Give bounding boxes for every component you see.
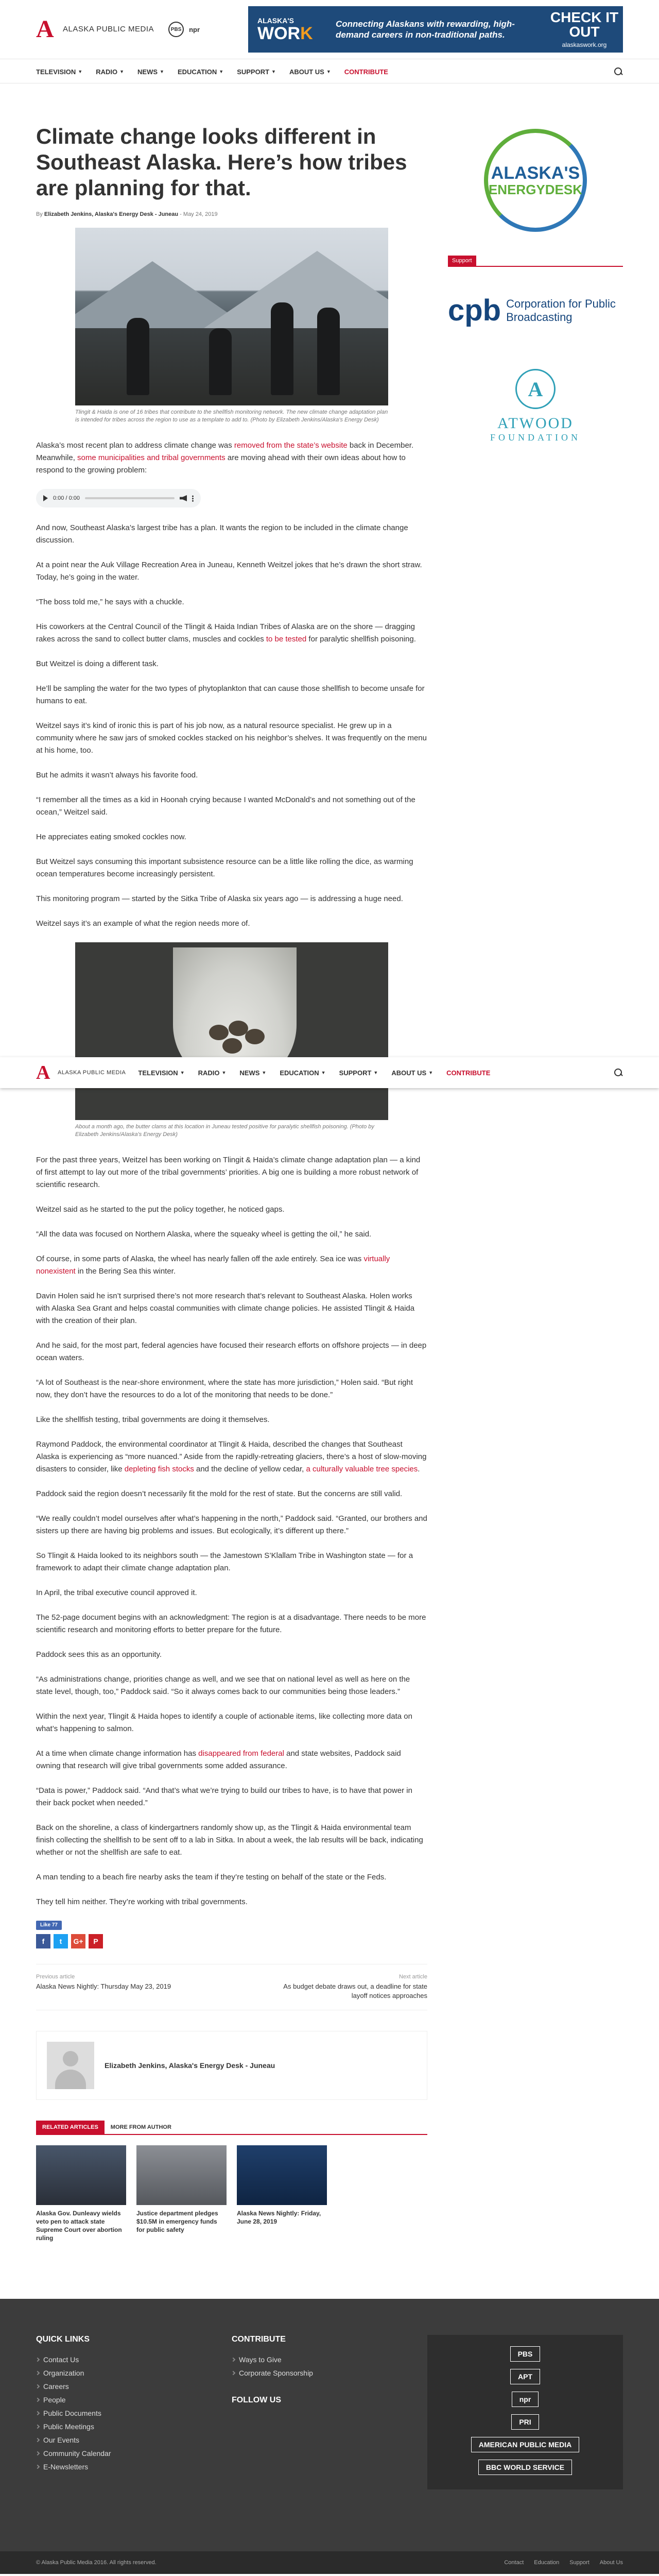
- cpb-logo[interactable]: cpb Corporation for Public Broadcasting: [448, 294, 616, 327]
- main-nav: [0, 59, 659, 83]
- sticky-logo-text: ALASKA PUBLIC MEDIA: [58, 1070, 126, 1076]
- next-article-link[interactable]: Next article As budget debate draws out, a deadline for state layoff notices approaches: [283, 1974, 427, 1999]
- follow-heading: FOLLOW US: [232, 2396, 281, 2404]
- sticky-nav-about-us[interactable]: ABOUT US ▼: [391, 1069, 433, 1077]
- second-figure: [75, 942, 388, 1139]
- avatar: [47, 2042, 94, 2089]
- paragraph: Weitzel said as he started to the put the policy together, he noticed gaps.: [36, 1205, 285, 1214]
- paragraph: So Tlingit & Haida looked to its neighbors south — the Jamestown S’Klallam Tribe in Washington state — for a framework to adapt their climate change adaptation plan.: [36, 1551, 413, 1572]
- paragraph: And he said, for the most part, federal agencies have focused their research efforts on offshore projects — in deep ocean waters.: [36, 1341, 427, 1362]
- paragraph: Paddock sees this as an opportunity.: [36, 1650, 162, 1659]
- chevron-down-icon: ▼: [271, 69, 276, 74]
- paragraph: Raymond Paddock, the environmental coordinator at Tlingit & Haida, described the changes that Southeast Alaska is experiencing as “more nuanced.” Aside from the rapidly-retreating glaciers, there’s a host of slow-moving disasters to consider, like depleting fish stocks and the decline of yellow cedar, a culturally valuable tree species.: [36, 1440, 427, 1473]
- paragraph: Alaska’s most recent plan to address climate change was removed from the state’s website back in December. Meanwhile, some municipalities and tribal governments are moving ahead with their own ideas about how to respond to the growing problem:: [36, 441, 414, 474]
- sticky-nav-support[interactable]: SUPPORT ▼: [339, 1069, 378, 1077]
- npr-icon: npr: [512, 2392, 539, 2407]
- play-icon[interactable]: [43, 495, 48, 501]
- footer-link[interactable]: People: [36, 2395, 232, 2405]
- chevron-down-icon: ▼: [221, 1070, 227, 1075]
- inline-link[interactable]: a culturally valuable tree species: [306, 1465, 418, 1473]
- paragraph: A man tending to a beach fire nearby asks the team if they’re testing on behalf of the state or the Feds.: [36, 1873, 387, 1882]
- audio-time: 0:00 / 0:00: [53, 495, 80, 501]
- footer-link[interactable]: Our Events: [36, 2435, 232, 2445]
- inline-link[interactable]: to be tested: [266, 635, 307, 643]
- chevron-down-icon: ▼: [219, 69, 224, 74]
- chevron-down-icon: ▼: [321, 1070, 326, 1075]
- paragraph: But Weitzel says consuming this important subsistence resource can be a little like rolling the dice, as warming ocean temperatures become increasingly persistent.: [36, 857, 413, 878]
- support-heading: Support: [448, 256, 476, 266]
- footer-link[interactable]: Public Documents: [36, 2408, 232, 2418]
- footer-link[interactable]: Community Calendar: [36, 2448, 232, 2459]
- paragraph: “All the data was focused on Northern Alaska, where the squeaky wheel is getting the oil,” he said.: [36, 1230, 372, 1239]
- copyright-text: © Alaska Public Media 2016. All rights reserved.: [36, 2560, 157, 2566]
- footer-link[interactable]: E-Newsletters: [36, 2462, 232, 2472]
- banner-ad[interactable]: [248, 6, 623, 53]
- paragraph: And now, Southeast Alaska’s largest tribe has a plan. It wants the region to be included in the climate change discussion.: [36, 523, 408, 545]
- paragraph: He’ll be sampling the water for the two types of phytoplankton that can cause those shellfish to become unsafe for humans to eat.: [36, 684, 425, 705]
- audio-player: [36, 489, 201, 507]
- chevron-down-icon: ▼: [428, 1070, 433, 1075]
- inline-link[interactable]: virtually nonexistent: [36, 1255, 390, 1276]
- volume-icon[interactable]: [180, 495, 187, 501]
- bottom-link[interactable]: Contact: [504, 2560, 524, 2566]
- logo-text: ALASKA PUBLIC MEDIA: [63, 25, 154, 33]
- support-divider: [448, 266, 623, 267]
- inline-link[interactable]: some municipalities and tribal governments: [77, 453, 226, 462]
- nav-television[interactable]: TELEVISION ▼: [36, 67, 83, 76]
- logo-mark: A: [36, 15, 54, 43]
- article: [36, 124, 427, 2242]
- search-icon[interactable]: [614, 1068, 623, 1077]
- atwood-foundation-logo[interactable]: A ATWOOD FOUNDATION: [448, 354, 623, 457]
- paragraph: “Data is power,” Paddock said. “And that’s what we’re trying to build our tribes to have, is to have that power in their back pocket when needed.”: [36, 1786, 412, 1807]
- pbs-icon: PBS: [510, 2346, 541, 2362]
- paragraph: In April, the tribal executive council approved it.: [36, 1588, 197, 1597]
- tab-more-from-author[interactable]: MORE FROM AUTHOR: [110, 2124, 171, 2130]
- related-thumb: [136, 2145, 227, 2205]
- bottom-link[interactable]: Support: [569, 2560, 589, 2566]
- second-caption: About a month ago, the butter clams at this location in Juneau tested positive for paralytic shellfish poisoning. (Photo by Elizabeth Jenkins/Alaska's Energy Desk): [75, 1124, 374, 1138]
- ad-tagline: Connecting Alaskans with rewarding, high-demand careers in non-traditional paths.: [336, 19, 515, 40]
- related-thumb: [36, 2145, 126, 2205]
- footer-link[interactable]: Ways to Give: [232, 2354, 427, 2365]
- nav-news[interactable]: NEWS ▼: [137, 67, 164, 76]
- sticky-nav-contribute[interactable]: CONTRIBUTE: [446, 1069, 491, 1077]
- bottom-link[interactable]: Education: [534, 2560, 560, 2566]
- partner-logos: [168, 22, 200, 37]
- paragraph: Within the next year, Tlingit & Haida hopes to identify a couple of actionable items, like collecting more data on what’s happening to salmon.: [36, 1712, 412, 1733]
- paragraph: The 52-page document begins with an acknowledgment: The region is at a disadvantage. There needs to be more scientific research and monitoring efforts to better prepare for the future.: [36, 1613, 426, 1634]
- nav-about-us[interactable]: ABOUT US ▼: [289, 67, 331, 76]
- main-content: [36, 83, 623, 2242]
- chevron-down-icon: ▼: [78, 69, 83, 74]
- footer-partner-logos: [427, 2335, 623, 2489]
- ad-url: alaskaswork.org: [562, 41, 607, 48]
- paragraph: “A lot of Southeast is the near-shore environment, where the state has more jurisdiction,” Holen said. “But right now, they don’t have the resources to do a lot of the monitoring that needs to be done.”: [36, 1378, 413, 1399]
- paragraph: At a time when climate change information has disappeared from federal and state websites, Paddock said owning that research will give tribal governments some added assurance.: [36, 1749, 401, 1770]
- nav-support[interactable]: SUPPORT ▼: [237, 67, 276, 76]
- paragraph: Davin Holen said he isn’t surprised there’s not more research that’s relevant to Southeast Alaska. Holen works with Alaska Sea Grant and helps coastal communities with climate change policies. He assisted Tlingit & Haida with the creation of their plan.: [36, 1292, 415, 1325]
- nav-radio[interactable]: RADIO ▼: [96, 67, 125, 76]
- nav-education[interactable]: EDUCATION ▼: [177, 67, 224, 76]
- footer-link[interactable]: Corporate Sponsorship: [232, 2368, 427, 2378]
- ad-cta: CHECK IT OUT: [550, 9, 619, 40]
- sticky-nav-television[interactable]: TELEVISION ▼: [138, 1069, 185, 1077]
- chevron-down-icon: ▼: [326, 69, 331, 74]
- share-google-icon[interactable]: G+: [71, 1934, 85, 1948]
- more-options-icon[interactable]: [192, 495, 194, 502]
- tab-related-articles[interactable]: RELATED ARTICLES: [36, 2121, 105, 2134]
- paragraph: “As administrations change, priorities change as well, and we see that on national level as well as here on the state level, though, too,” Paddock said. “So it always comes back to our communities being those leaders.”: [36, 1675, 410, 1696]
- footer-quick-links: QUICK LINKS Contact Us Organization Careers People Public Documents Public Meetings Our Events Community Calendar E-Newsletters: [36, 2335, 232, 2489]
- paragraph: They tell him neither. They’re working with tribal governments.: [36, 1897, 248, 1906]
- sticky-nav-radio[interactable]: RADIO ▼: [198, 1069, 227, 1077]
- chevron-down-icon: ▼: [180, 1070, 185, 1075]
- footer-link[interactable]: Public Meetings: [36, 2421, 232, 2432]
- author-box: [36, 2031, 427, 2100]
- lead-caption: Tlingit & Haida is one of 16 tribes that contribute to the shellfish monitoring network. The new climate change adaptation plan is intended for tribes across the region to use as a template to add to. (Photo by Elizabeth Jenkins/Alaska's Energy Desk): [75, 409, 388, 423]
- sticky-nav-news[interactable]: NEWS ▼: [239, 1069, 267, 1077]
- footer-link[interactable]: Careers: [36, 2381, 232, 2392]
- ad-brand-big: WORK: [257, 24, 313, 43]
- article-title: Climate change looks different in Southeast Alaska. Here’s how tribes are planning for that.: [36, 124, 407, 200]
- inline-link[interactable]: disappeared from federal: [198, 1749, 284, 1758]
- sidebar: [448, 124, 623, 2242]
- related-card[interactable]: Justice department pledges $10.5M in emergency funds for public safety: [136, 2145, 227, 2242]
- paragraph: Back on the shoreline, a class of kindergartners randomly show up, as the Tlingit & Haida environmental team finish collecting the shellfish to be sent off to a lab in Sitka. In about a week, the lab results will be back, indicating whether or not the shellfish are safe to eat.: [36, 1823, 423, 1857]
- publish-date: May 24, 2019: [183, 211, 218, 217]
- paragraph: He appreciates eating smoked cockles now.: [36, 833, 186, 841]
- lead-figure: [75, 228, 388, 424]
- paragraph: But Weitzel is doing a different task.: [36, 659, 159, 668]
- related-thumb: [237, 2145, 327, 2205]
- npr-icon: npr: [189, 25, 200, 33]
- chevron-down-icon: ▼: [160, 69, 164, 74]
- ad-brand-small: ALASKA'S: [257, 16, 294, 25]
- audio-progress[interactable]: [85, 497, 175, 499]
- share-twitter-icon[interactable]: t: [54, 1934, 68, 1948]
- paragraph: “The boss told me,” he says with a chuckle.: [36, 598, 184, 606]
- paragraph: For the past three years, Weitzel has been working on Tlingit & Haida’s climate change adaptation plan — a kind of first attempt to lay out more of the tribal governments’ priorities. A big one is building a more robust network of scientific research.: [36, 1156, 421, 1189]
- bbc-icon: BBC WORLD SERVICE: [478, 2460, 572, 2475]
- energy-desk-logo[interactable]: ALASKA'S ENERGYDESK: [448, 124, 623, 237]
- apt-icon: APT: [510, 2369, 540, 2384]
- copyright-bar: [0, 2551, 659, 2574]
- sticky-nav: [0, 1057, 659, 1088]
- paragraph: Weitzel says it’s kind of ironic this is part of his job now, as a natural resource specialist. He grew up in a community where he saw jars of smoked cockles stacked on his neighbor’s shelves. It was frequently on the menu at his home, too.: [36, 721, 427, 755]
- paragraph: His coworkers at the Central Council of the Tlingit & Haida Indian Tribes of Alaska are on the shore — dragging rakes across the sand to collect butter clams, muscles and cockles to be tested for paralytic shellfish poisoning.: [36, 622, 416, 643]
- previous-article-link[interactable]: Previous article Alaska News Nightly: Thursday May 23, 2019: [36, 1974, 171, 1990]
- lead-photo: [75, 228, 388, 405]
- paragraph: Paddock said the region doesn’t necessarily fit the mold for the rest of state. But the concerns are still valid.: [36, 1489, 403, 1498]
- site-logo[interactable]: [36, 17, 154, 42]
- inline-link[interactable]: removed from the state’s website: [234, 441, 348, 450]
- related-articles: [36, 2121, 427, 2242]
- paragraph: Of course, in some parts of Alaska, the wheel has nearly fallen off the axle entirely. Sea ice was virtually nonexistent in the Bering Sea this winter.: [36, 1255, 390, 1276]
- footer-contribute: CONTRIBUTE Ways to Give Corporate Sponsorship FOLLOW US: [232, 2335, 427, 2489]
- paragraph: Weitzel says it’s an example of what the region needs more of.: [36, 919, 250, 928]
- paragraph: Like the shellfish testing, tribal governments are doing it themselves.: [36, 1415, 270, 1424]
- apm-icon: AMERICAN PUBLIC MEDIA: [471, 2437, 579, 2452]
- related-card[interactable]: Alaska News Nightly: Friday, June 28, 2019: [237, 2145, 327, 2242]
- sticky-logo-mark[interactable]: A: [36, 1062, 50, 1083]
- footer-link[interactable]: Contact Us: [36, 2354, 232, 2365]
- pbs-icon: PBS: [168, 22, 184, 37]
- chevron-down-icon: ▼: [373, 1070, 378, 1075]
- pri-icon: PRI: [511, 2414, 539, 2430]
- inline-link[interactable]: depleting fish stocks: [124, 1465, 194, 1473]
- post-navigation: [36, 1964, 427, 2010]
- author-name[interactable]: Elizabeth Jenkins, Alaska's Energy Desk - Juneau: [105, 2061, 275, 2070]
- chevron-down-icon: ▼: [262, 1070, 267, 1075]
- share-bar: [36, 1921, 427, 1948]
- sticky-nav-education[interactable]: EDUCATION ▼: [280, 1069, 326, 1077]
- share-facebook-icon[interactable]: f: [36, 1934, 50, 1948]
- site-header: [0, 0, 659, 59]
- footer-link[interactable]: Organization: [36, 2368, 232, 2378]
- paragraph: At a point near the Auk Village Recreation Area in Juneau, Kenneth Weitzel jokes that he’s drawn the short straw. Today, he’s going in the water.: [36, 561, 422, 582]
- chevron-down-icon: ▼: [119, 69, 125, 74]
- paragraph: This monitoring program — started by the Sitka Tribe of Alaska six years ago — is addressing a huge need.: [36, 894, 403, 903]
- author-link[interactable]: Elizabeth Jenkins, Alaska's Energy Desk - Juneau: [44, 211, 179, 217]
- search-icon[interactable]: [614, 67, 623, 76]
- paragraph: “I remember all the times as a kid in Hoonah crying because I wanted McDonald’s and not something out of the ocean,” Weitzel said.: [36, 795, 415, 817]
- site-footer: [0, 2299, 659, 2551]
- paragraph: “We really couldn’t model ourselves after what’s happening in the north,” Paddock said. “Granted, our brothers and sisters up there are having big problems and issues. But ecologically, it’s different up there.”: [36, 1514, 427, 1535]
- related-card[interactable]: Alaska Gov. Dunleavy wields veto pen to attack state Supreme Court over abortion ruling: [36, 2145, 126, 2242]
- facebook-like-button[interactable]: Like 77: [36, 1921, 62, 1930]
- clam-bucket-photo: [75, 942, 388, 1120]
- share-pinterest-icon[interactable]: P: [89, 1934, 103, 1948]
- paragraph: But he admits it wasn’t always his favorite food.: [36, 771, 198, 779]
- bottom-link[interactable]: About Us: [599, 2560, 623, 2566]
- nav-contribute[interactable]: CONTRIBUTE: [344, 67, 388, 76]
- byline: By Elizabeth Jenkins, Alaska's Energy Desk - Juneau - May 24, 2019: [36, 211, 218, 217]
